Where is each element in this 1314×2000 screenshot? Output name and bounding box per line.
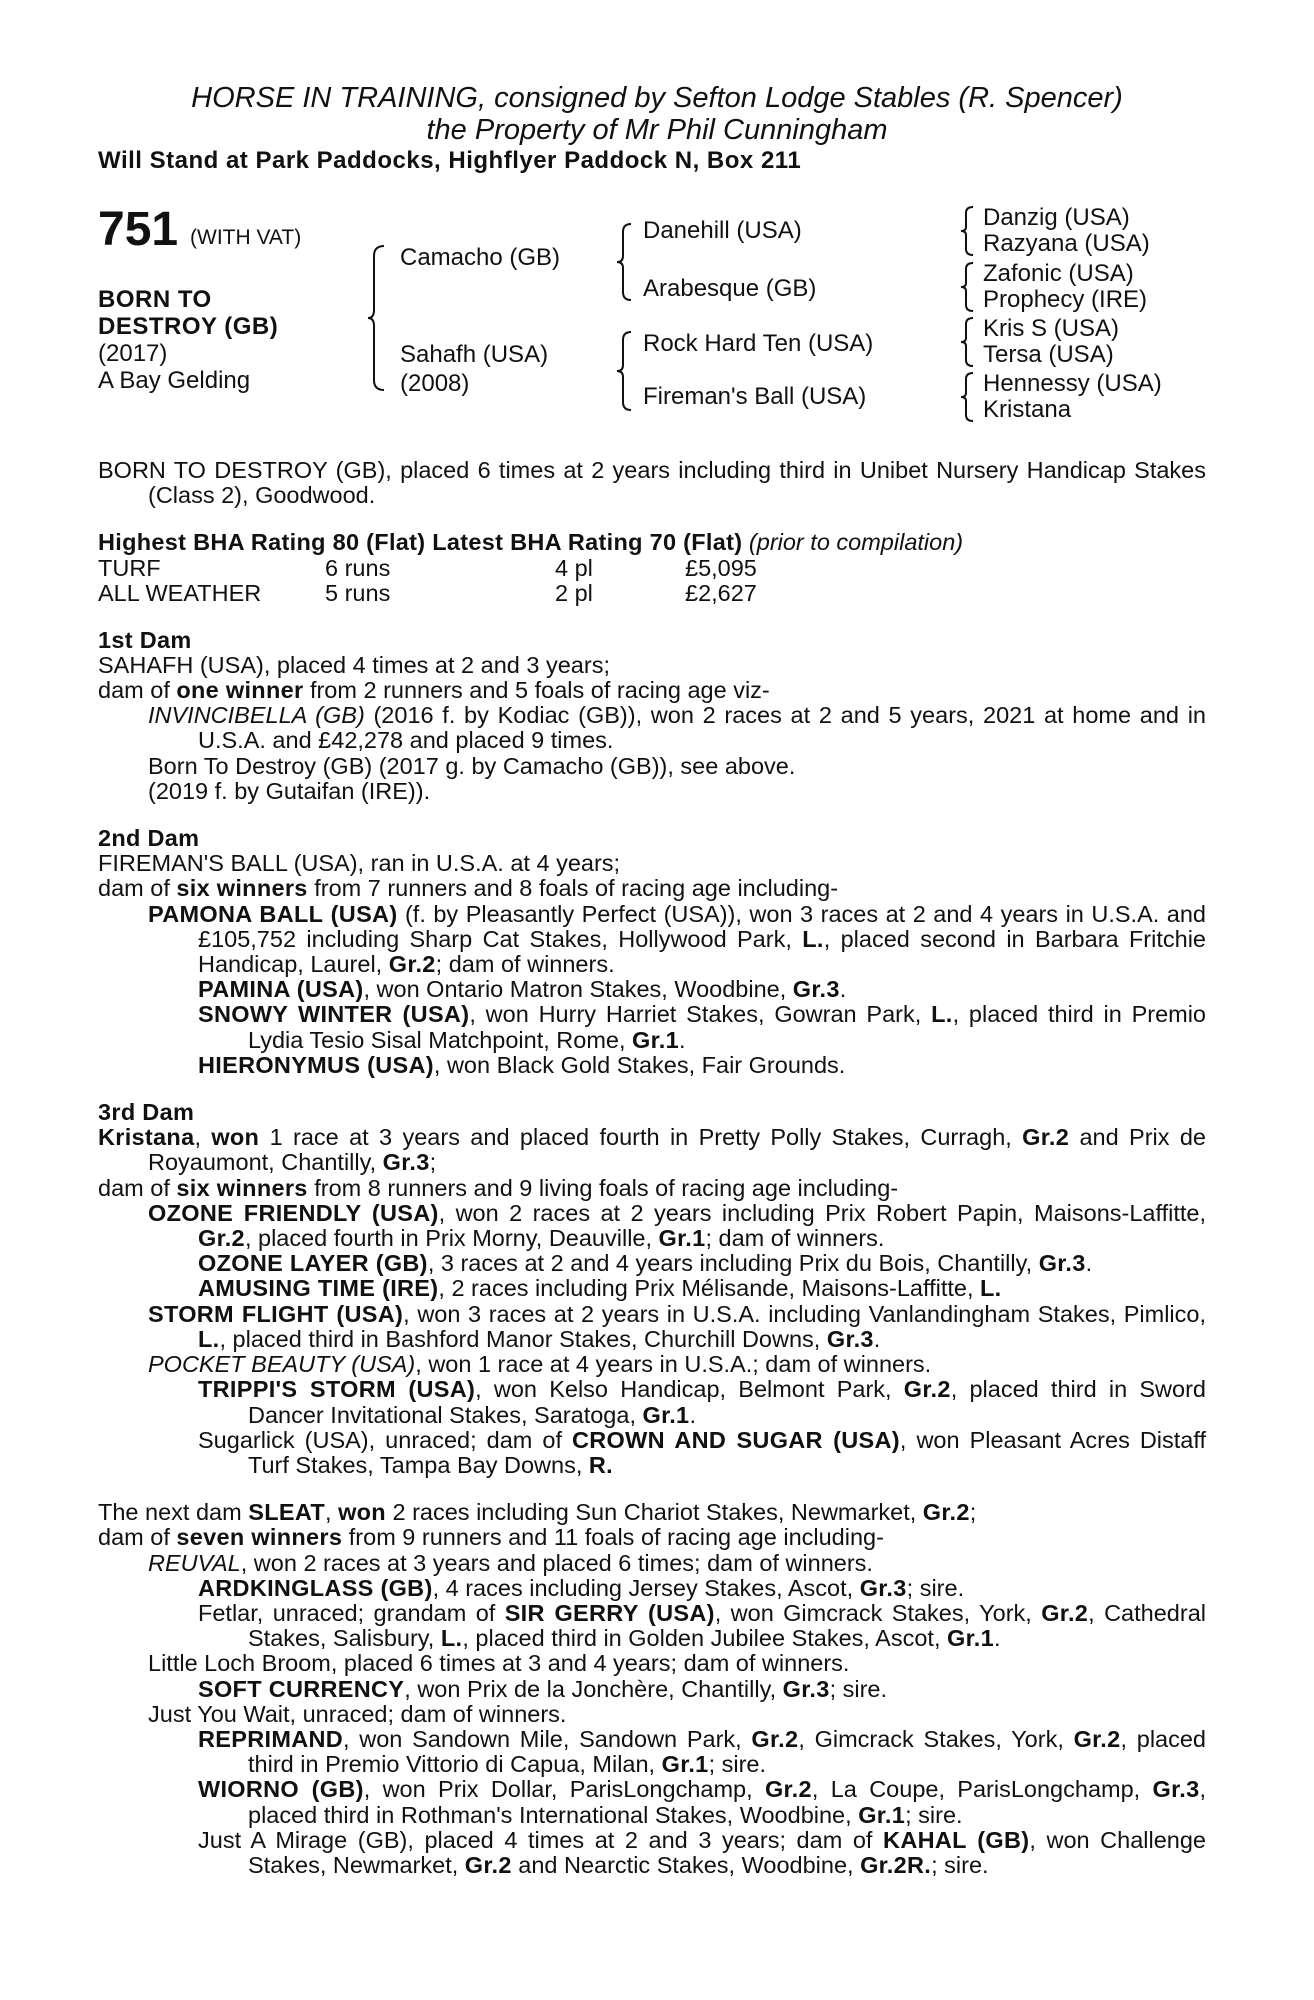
owner-line: the Property of Mr Phil Cunningham xyxy=(426,114,888,146)
dam1-produce-2: Born To Destroy (GB) (2017 g. by Camacho (GB)), see above. xyxy=(148,752,796,779)
runs-placed: 2 pl xyxy=(555,579,593,606)
dam3-line1: Kristana, won 1 race at 3 years and placed fourth in Pretty Polly Stakes, Curragh, Gr.2 and Prix de Royaumont, Chantilly, Gr.3; xyxy=(98,1124,1206,1176)
dam2-line2: dam of six winners from 7 runners and 8 foals of racing age including- xyxy=(98,875,839,902)
lot-number: 751 xyxy=(98,203,179,256)
pedigree-g1: Danzig (USA) xyxy=(983,204,1130,231)
dam1-produce-1: INVINCIBELLA (GB) (2016 f. by Kodiac (GB)), won 2 races at 2 and 5 years, 2021 at home and in U.S.A. and £42,278 and placed 9 times. xyxy=(148,702,1206,754)
summary: BORN TO DESTROY (GB), placed 6 times at 2 years including third in Unibet Nursery Handicap Stakes (Class 2), Goodwood. xyxy=(98,457,1206,509)
pedigree-dam-dam: Fireman's Ball (USA) xyxy=(643,383,867,410)
next-dam-line2: dam of seven winners from 9 runners and 11 foals of racing age including- xyxy=(98,1524,884,1551)
horse-description: A Bay Gelding xyxy=(98,367,251,394)
dam2-line1: FIREMAN'S BALL (USA), ran in U.S.A. at 4 years; xyxy=(98,850,621,877)
pedigree-g2: Razyana (USA) xyxy=(983,230,1150,257)
next-dam-produce-5: SOFT CURRENCY, won Prix de la Jonchère, Chantilly, Gr.3; sire. xyxy=(198,1675,888,1702)
pedigree-g6: Tersa (USA) xyxy=(983,341,1114,368)
pedigree-dam-year: (2008) xyxy=(400,370,470,397)
dam3-line2: dam of six winners from 8 runners and 9 living foals of racing age including- xyxy=(98,1174,899,1201)
catalogue-body xyxy=(98,458,1206,1878)
horse-name-2: DESTROY (GB) xyxy=(98,313,279,340)
vat-note: (WITH VAT) xyxy=(190,226,302,249)
section-1st-dam: 1st Dam xyxy=(98,626,192,653)
runs-count: 5 runs xyxy=(325,579,391,606)
dam3-produce-3: AMUSING TIME (IRE), 2 races including Prix Mélisande, Maisons-Laffitte, L. xyxy=(198,1275,1002,1302)
table-row xyxy=(98,556,757,581)
pedigree-brace-sire xyxy=(615,222,633,302)
pedigree-brace-main xyxy=(366,244,386,392)
dam2-produce-3: SNOWY WINTER (USA), won Hurry Harriet Stakes, Gowran Park, L., placed third in Premio Lydia Tesio Sisal Matchpoint, Rome, Gr.1. xyxy=(198,1001,1207,1053)
runs-placed: 4 pl xyxy=(555,554,593,581)
runs-money: £2,627 xyxy=(685,579,757,606)
pedigree-dam-sire: Rock Hard Ten (USA) xyxy=(643,330,874,357)
next-dam-produce-6: Just You Wait, unraced; dam of winners. xyxy=(148,1700,567,1727)
pedigree-sire: Camacho (GB) xyxy=(400,244,561,271)
dam1-line1: SAHAFH (USA), placed 4 times at 2 and 3 years; xyxy=(98,651,610,678)
next-dam-produce-1: REUVAL, won 2 races at 3 years and placed 6 times; dam of winners. xyxy=(148,1549,873,1576)
pedigree-brace-dam xyxy=(615,330,633,412)
pedigree-g7: Hennessy (USA) xyxy=(983,370,1162,397)
dam1-produce-3: (2019 f. by Gutaifan (IRE)). xyxy=(148,777,431,804)
dam3-produce-1: OZONE FRIENDLY (USA), won 2 races at 2 years including Prix Robert Papin, Maisons-Laffitte, Gr.2, placed fourth in Prix Morny, Deauville, Gr.1; dam of winners. xyxy=(148,1199,1206,1252)
runs-table xyxy=(98,556,757,606)
location-line: Will Stand at Park Paddocks, Highflyer Paddock N, Box 211 xyxy=(98,147,802,174)
horse-details xyxy=(98,286,278,394)
section-2nd-dam: 2nd Dam xyxy=(98,825,200,852)
section-3rd-dam: 3rd Dam xyxy=(98,1099,195,1126)
dam3-produce-2: OZONE LAYER (GB), 3 races at 2 and 4 years including Prix du Bois, Chantilly, Gr.3. xyxy=(198,1250,1093,1277)
runs-count: 6 runs xyxy=(325,554,391,581)
pedigree-g3: Zafonic (USA) xyxy=(983,260,1134,287)
runs-surface: TURF xyxy=(98,554,161,581)
next-dam-produce-2: ARDKINGLASS (GB), 4 races including Jersey Stakes, Ascot, Gr.3; sire. xyxy=(198,1574,965,1601)
rating-line xyxy=(98,530,1206,555)
next-dam-produce-4: Little Loch Broom, placed 6 times at 3 and 4 years; dam of winners. xyxy=(148,1650,850,1677)
rating-note: (prior to compilation) xyxy=(748,529,964,556)
pedigree-sire-sire: Danehill (USA) xyxy=(643,217,802,244)
next-dam-line1: The next dam SLEAT, won 2 races including Sun Chariot Stakes, Newmarket, Gr.2; xyxy=(98,1499,977,1526)
brace-g4 xyxy=(959,371,975,423)
dam2-produce-2: PAMINA (USA), won Ontario Matron Stakes, Woodbine, Gr.3. xyxy=(198,976,847,1003)
dam3-produce-4: STORM FLIGHT (USA), won 3 races at 2 years in U.S.A. including Vanlandingham Stakes, Pimlico, L., placed third in Bashford Manor Stakes, Churchill Downs, Gr.3. xyxy=(148,1300,1206,1352)
next-dam-produce-3: Fetlar, unraced; grandam of SIR GERRY (USA), won Gimcrack Stakes, York, Gr.2, Cathedral Stakes, Salisbury, L., placed third in Golden Jubilee Stakes, Ascot, Gr.1. xyxy=(198,1599,1206,1652)
next-dam-produce-8: WIORNO (GB), won Prix Dollar, ParisLongchamp, Gr.2, La Coupe, ParisLongchamp, Gr.3, placed third in Rothman's International Stakes, Woodbine, Gr.1; sire. xyxy=(198,1776,1206,1828)
dam3-produce-7: Sugarlick (USA), unraced; dam of CROWN AND SUGAR (USA), won Pleasant Acres Distaff Turf Stakes, Tampa Bay Downs, R. xyxy=(198,1426,1207,1478)
dam1-line2: dam of one winner from 2 runners and 5 foals of racing age viz- xyxy=(98,677,770,704)
consignor-line: HORSE IN TRAINING, consigned by Sefton Lodge Stables (R. Spencer) xyxy=(191,82,1123,114)
brace-g1 xyxy=(959,205,975,257)
horse-year: (2017) xyxy=(98,340,168,367)
pedigree-g4: Prophecy (IRE) xyxy=(983,286,1148,313)
pedigree-dam: Sahafh (USA) xyxy=(400,341,549,368)
dam3-produce-6: TRIPPI'S STORM (USA), won Kelso Handicap, Belmont Park, Gr.2, placed third in Sword Dancer Invitational Stakes, Saratoga, Gr.1. xyxy=(198,1376,1206,1428)
next-dam-produce-7: REPRIMAND, won Sandown Mile, Sandown Park, Gr.2, Gimcrack Stakes, York, Gr.2, placed third in Premio Vittorio di Capua, Milan, Gr.1; sire. xyxy=(198,1725,1207,1778)
runs-money: £5,095 xyxy=(685,554,757,581)
brace-g2 xyxy=(959,261,975,313)
pedigree-g8: Kristana xyxy=(983,396,1072,423)
rating-bold: Highest BHA Rating 80 (Flat) Latest BHA Rating 70 (Flat) xyxy=(98,529,743,556)
next-dam-produce-9: Just A Mirage (GB), placed 4 times at 2 and 3 years; dam of KAHAL (GB), won Challenge Stakes, Newmarket, Gr.2 and Nearctic Stakes, Woodbine, Gr.2R.; sire. xyxy=(198,1826,1206,1878)
pedigree-g5: Kris S (USA) xyxy=(983,315,1120,342)
dam2-produce-1: PAMONA BALL (USA) (f. by Pleasantly Perfect (USA)), won 3 races at 2 and 4 years in U.S.A. and £105,752 including Sharp Cat Stakes, Hollywood Park, L., placed second in Barbara Fritchie Handicap, Laurel, Gr.2; dam of winners. xyxy=(148,900,1207,978)
horse-name-1: BORN TO xyxy=(98,286,212,313)
brace-g3 xyxy=(959,316,975,368)
runs-surface: ALL WEATHER xyxy=(98,579,262,606)
pedigree-sire-dam: Arabesque (GB) xyxy=(643,275,817,302)
dam2-produce-4: HIERONYMUS (USA), won Black Gold Stakes, Fair Grounds. xyxy=(198,1051,846,1078)
table-row xyxy=(98,581,757,606)
dam3-produce-5: POCKET BEAUTY (USA), won 1 race at 4 years in U.S.A.; dam of winners. xyxy=(148,1351,932,1378)
